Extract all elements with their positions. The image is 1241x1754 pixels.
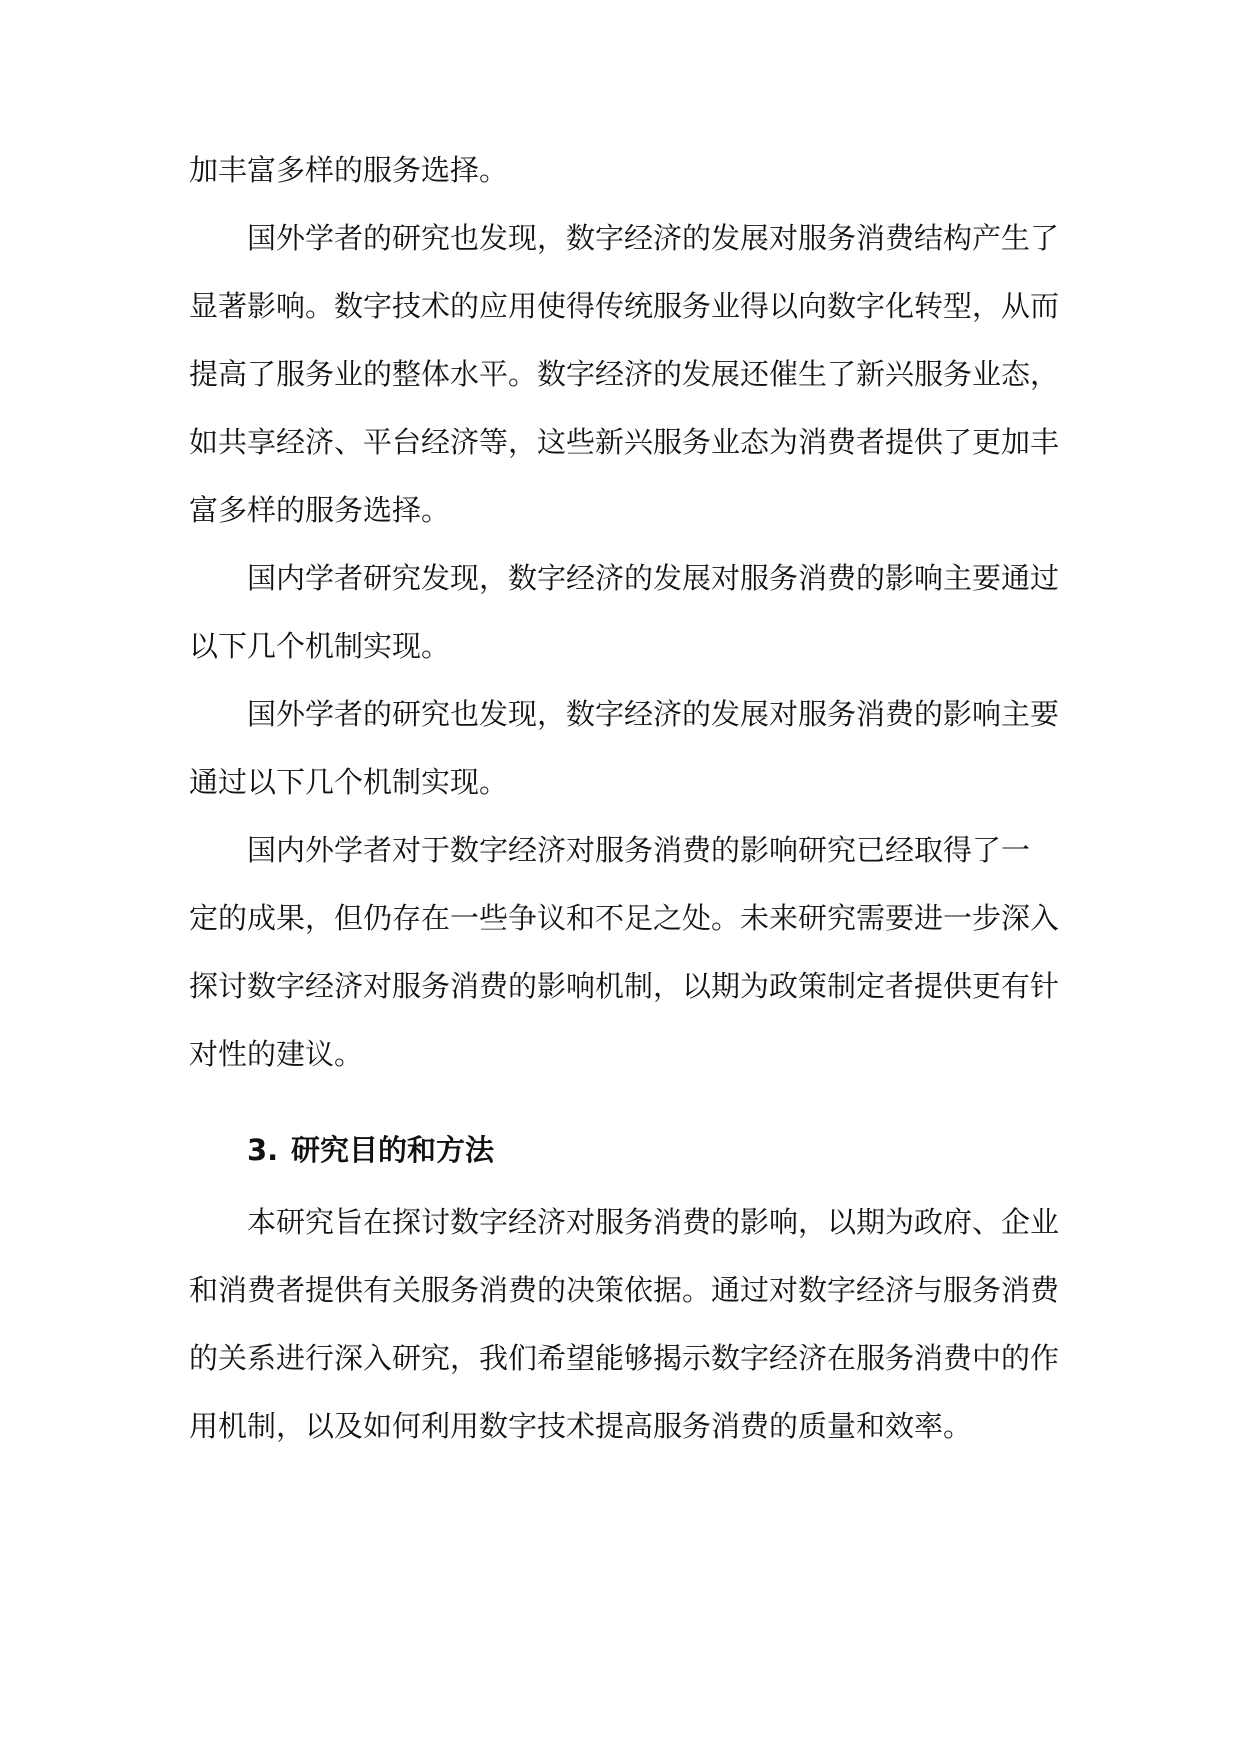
body-text-line: 国外学者的研究也发现，数字经济的发展对服务消费结构产生了: [247, 221, 1060, 255]
body-text-line: 国内外学者对于数字经济对服务消费的影响研究已经取得了一: [247, 833, 1031, 867]
body-text-line: 通过以下几个机制实现。: [189, 765, 509, 799]
body-text-line: 国外学者的研究也发现，数字经济的发展对服务消费的影响主要: [247, 697, 1060, 731]
body-text-line: 对性的建议。: [189, 1037, 364, 1071]
body-text-line: 以下几个机制实现。: [189, 629, 451, 663]
body-text-line: 国内学者研究发现，数字经济的发展对服务消费的影响主要通过: [247, 561, 1060, 595]
body-text-line: 本研究旨在探讨数字经济对服务消费的影响，以期为政府、企业: [247, 1205, 1060, 1239]
body-text-line: 加丰富多样的服务选择。: [189, 153, 509, 187]
body-text-line: 定的成果，但仍存在一些争议和不足之处。未来研究需要进一步深入: [189, 901, 1060, 935]
body-text-line: 探讨数字经济对服务消费的影响机制，以期为政策制定者提供更有针: [189, 969, 1060, 1003]
section-title: 研究目的和方法: [291, 1133, 495, 1167]
body-text-line: 显著影响。数字技术的应用使得传统服务业得以向数字化转型，从而: [189, 289, 1060, 323]
body-text-line: 用机制，以及如何利用数字技术提高服务消费的质量和效率。: [189, 1409, 973, 1443]
section-number: 3.: [247, 1133, 279, 1167]
body-text-line: 提高了服务业的整体水平。数字经济的发展还催生了新兴服务业态，: [189, 357, 1060, 391]
body-text-line: 如共享经济、平台经济等，这些新兴服务业态为消费者提供了更加丰: [189, 425, 1060, 459]
body-text-line: 的关系进行深入研究，我们希望能够揭示数字经济在服务消费中的作: [189, 1341, 1060, 1375]
body-text-line: 和消费者提供有关服务消费的决策依据。通过对数字经济与服务消费: [189, 1273, 1060, 1307]
body-text-line: 富多样的服务选择。: [189, 493, 451, 527]
